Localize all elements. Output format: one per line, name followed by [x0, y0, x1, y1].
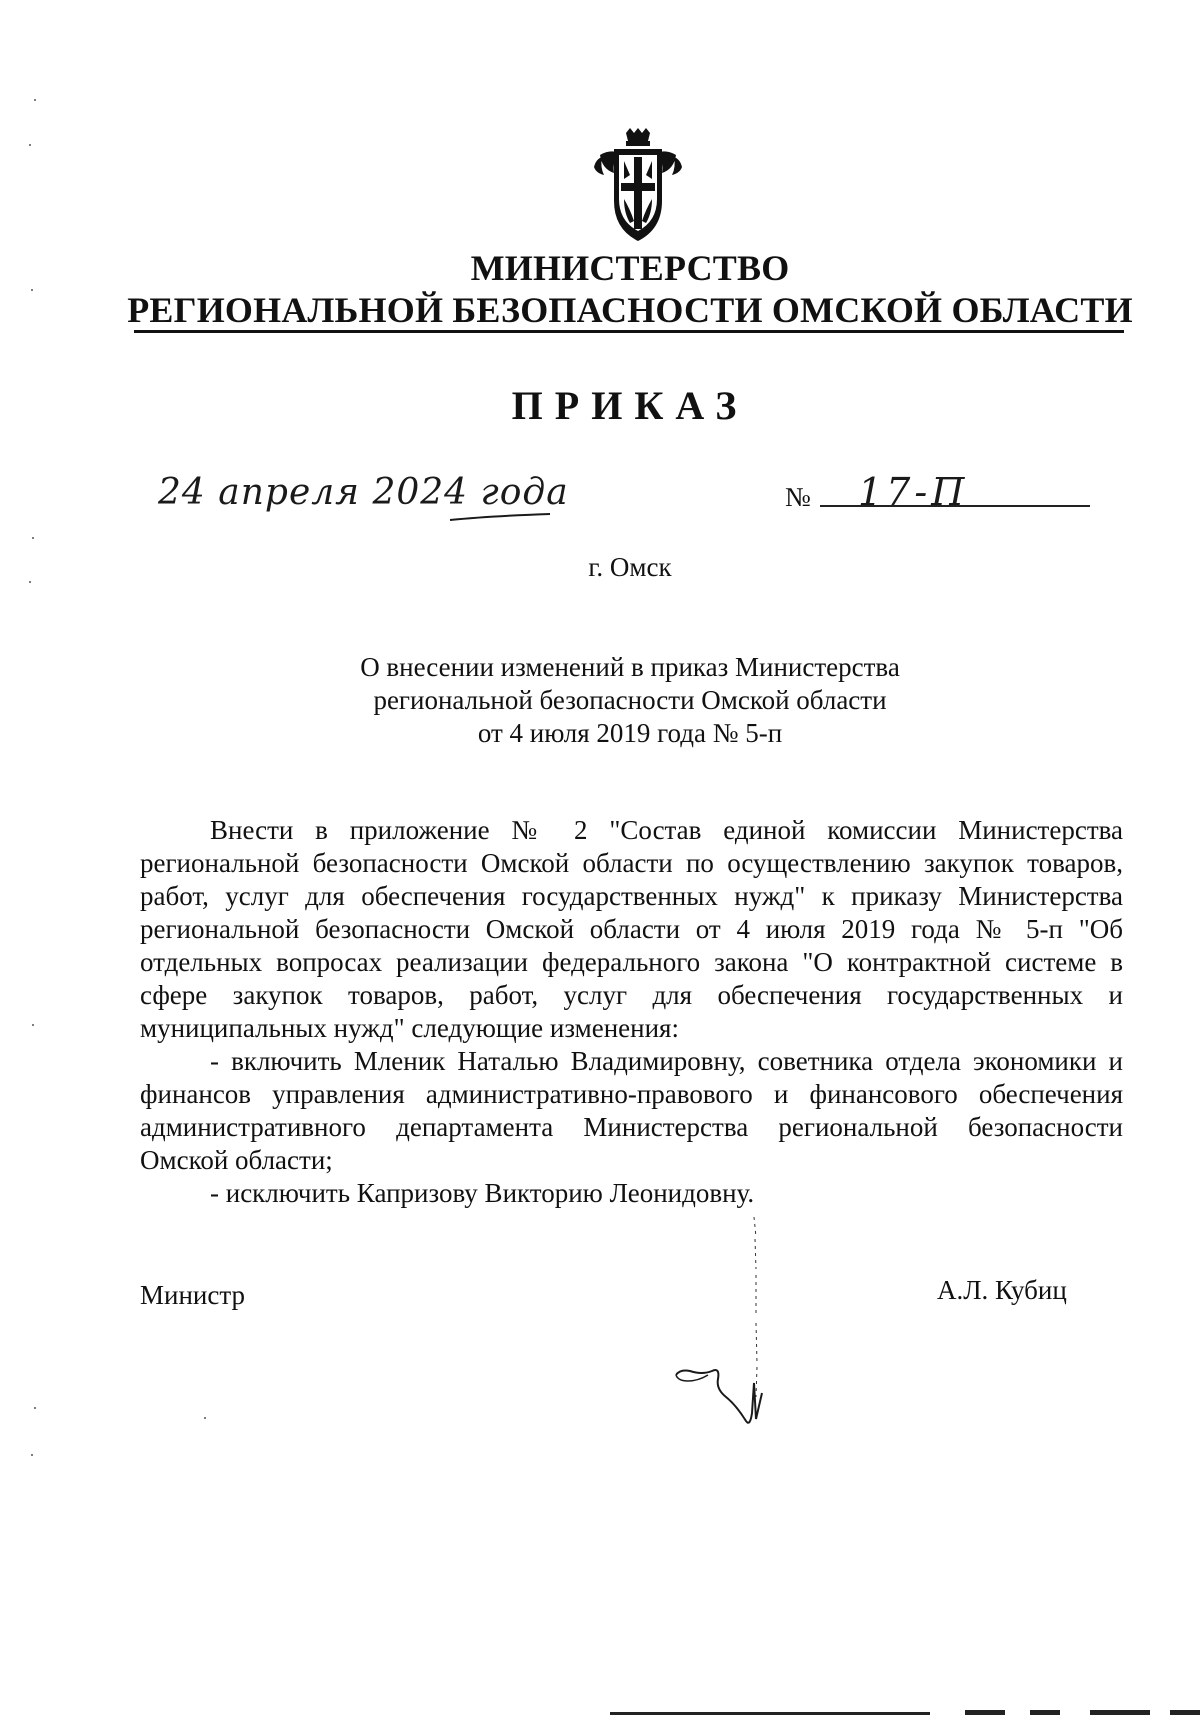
subject-line-2: региональной безопасности Омской области	[373, 685, 887, 715]
order-body	[140, 814, 1123, 1210]
body-paragraph: Внести в приложение № 2 "Состав единой комиссии Министерства региональной безопасности Омской области по осуществлению закупок товаров, работ, услуг для обеспечения государственных нужд" к приказу Министерства региональной безопасности Омской области от 4 июля 2019 года № 5-п "Об отдельных вопросах реализации федерального закона "О контрактной системе в сфере закупок товаров, работ, услуг для обеспечения государственных и муниципальных нужд" следующие изменения:	[140, 815, 1123, 1043]
city-name: г. Омск	[588, 552, 672, 582]
handwritten-signature	[670, 1215, 790, 1445]
body-item-exclude: - исключить Капризову Викторию Леонидовну.	[210, 1178, 755, 1208]
order-number-label: №	[785, 482, 811, 512]
signatory-position: Министр	[140, 1280, 245, 1310]
subject-line-3: от 4 июля 2019 года № 5-п	[477, 718, 783, 748]
header-divider	[134, 330, 1124, 333]
signatory-name: А.Л. Кубиц	[937, 1275, 1067, 1305]
handwritten-order-number: 17-П	[858, 470, 969, 514]
date-underline-stroke	[150, 482, 560, 542]
subject-line-1: О внесении изменений в приказ Министерства	[360, 652, 900, 682]
ministry-name-line2: РЕГИОНАЛЬНОЙ БЕЗОПАСНОСТИ ОМСКОЙ ОБЛАСТИ	[127, 290, 1133, 330]
ministry-name-line1: МИНИСТЕРСТВО	[470, 248, 790, 288]
coat-of-arms-emblem	[588, 127, 688, 247]
document-title: ПРИКАЗ	[511, 383, 749, 428]
order-subject	[270, 651, 990, 750]
scan-bottom-edge	[610, 1708, 1200, 1715]
body-item-include: - включить Мленик Наталью Владимировну, советника отдела экономики и финансов управления административно-правового и финансового обеспечения административного департамента Министерства региональной безопасности Омской области;	[140, 1046, 1123, 1175]
handwritten-date: 24 апреля 2024 года	[158, 472, 569, 513]
